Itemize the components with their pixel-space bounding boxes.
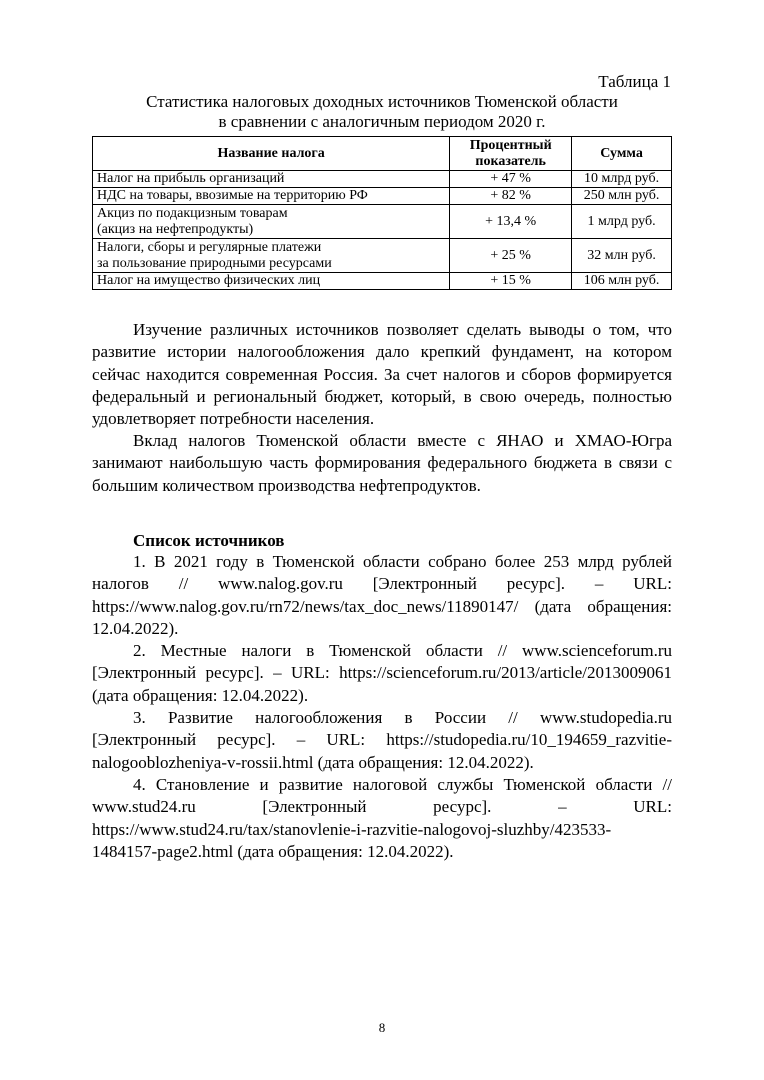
cell-percent: + 47 % (450, 171, 572, 188)
table-caption-line: Статистика налоговых доходных источников Тюменской области (146, 92, 618, 111)
cell-sum: 1 млрд руб. (572, 205, 672, 239)
table-row (93, 188, 672, 205)
cell-percent: + 13,4 % (450, 205, 572, 239)
table-caption-line: в сравнении с аналогичным периодом 2020 г. (218, 112, 546, 131)
cell-tax-name-line: (акциз на нефтепродукты) (97, 221, 254, 237)
source-item: 1. В 2021 году в Тюменской области собрано более 253 млрд рублей налогов // www.nalog.gov.ru [Электронный ресурс]. – URL: https://www.nalog.gov.ru/rn72/news/tax_doc_news/11890147/ (дата обращения: 12.04.2022). (92, 552, 672, 638)
source-item: 4. Становление и развитие налоговой службы Тюменской области // www.stud24.ru [Электронный ресурс]. – URL: https://www.stud24.ru/tax/stanovlenie-i-razvitie-nalogovoj-sluzhby/423533-1484157-page2.html (дата обращения: 12.04.2022). (92, 774, 672, 861)
cell-tax-name (93, 239, 450, 273)
table-row (93, 205, 672, 239)
source-item: 2. Местные налоги в Тюменской области // www.scienceforum.ru [Электронный ресурс]. – URL: https://scienceforum.ru/2013/article/2013009061 (дата обращения: 12.04.2022). (92, 641, 672, 705)
cell-tax-name: Налог на прибыль организаций (93, 171, 450, 188)
cell-tax-name: НДС на товары, ввозимые на территорию РФ (93, 188, 450, 205)
header-percent-line: Процентный (469, 137, 552, 153)
cell-sum: 10 млрд руб. (572, 171, 672, 188)
table-header-row (93, 137, 672, 171)
cell-percent: + 82 % (450, 188, 572, 205)
source-item: 3. Развитие налогообложения в России // www.studopedia.ru [Электронный ресурс]. – URL: https://studopedia.ru/10_194659_razvitie-nalogooblozheniya-v-rossii.html (дата обращения: 12.04.2022). (92, 708, 672, 772)
cell-sum: 32 млн руб. (572, 239, 672, 273)
table-caption (92, 92, 672, 132)
header-percent (450, 137, 572, 171)
header-sum: Сумма (572, 137, 672, 171)
table-row (93, 239, 672, 273)
table-number: Таблица 1 (598, 72, 671, 91)
table-row (93, 273, 672, 290)
cell-tax-name (93, 205, 450, 239)
body-paragraph: Изучение различных источников позволяет сделать выводы о том, что развитие истории налогообложения дало крепкий фундамент, на котором сейчас находится современная Россия. За счет налогов и сборов формируется федеральный и региональный бюджет, который, в свою очередь, полностью удовлетворяет потребности населения. (92, 320, 672, 429)
tax-statistics-table (92, 136, 672, 290)
header-percent-line: показатель (475, 153, 546, 169)
page-number: 8 (378, 1020, 386, 1035)
cell-tax-name-line: за пользование природными ресурсами (97, 255, 332, 271)
table-row (93, 171, 672, 188)
cell-percent: + 15 % (450, 273, 572, 290)
sources-heading: Список источников (133, 531, 285, 550)
cell-sum: 250 млн руб. (572, 188, 672, 205)
cell-sum: 106 млн руб. (572, 273, 672, 290)
sources-list (92, 551, 672, 863)
cell-tax-name-line: Акциз по подакцизным товарам (97, 205, 288, 221)
header-tax-name: Название налога (93, 137, 450, 171)
body-paragraph: Вклад налогов Тюменской области вместе с ЯНАО и ХМАО-Югра занимают наибольшую часть формирования федерального бюджета в связи с большим количеством производства нефтепродуктов. (92, 431, 672, 495)
cell-tax-name-line: Налоги, сборы и регулярные платежи (97, 239, 322, 255)
cell-percent: + 25 % (450, 239, 572, 273)
cell-tax-name: Налог на имущество физических лиц (93, 273, 450, 290)
